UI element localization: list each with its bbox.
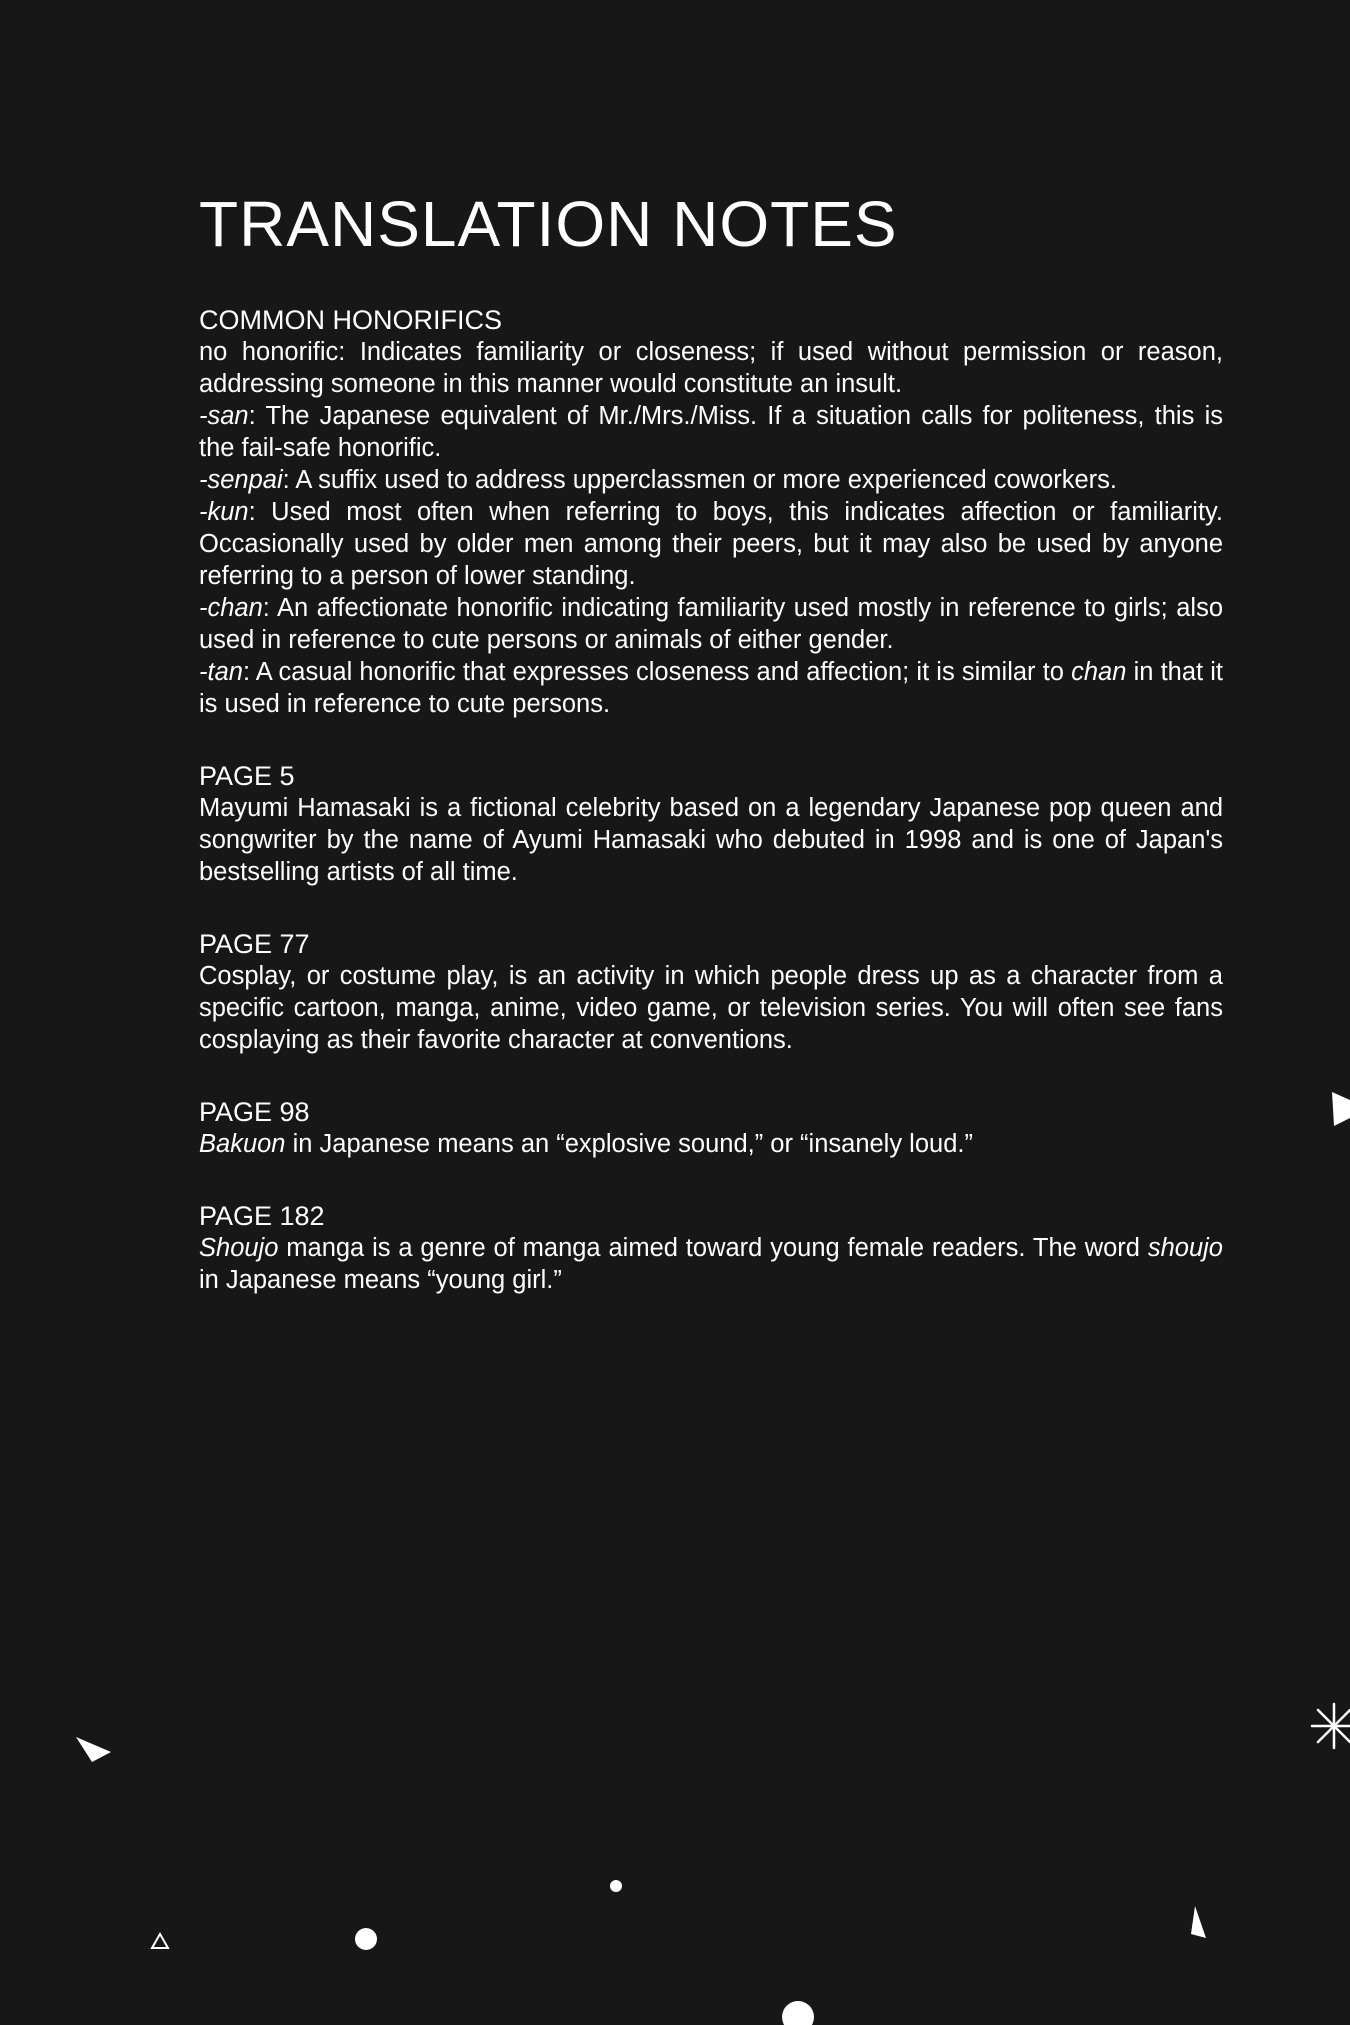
honorific-term: -senpai bbox=[199, 466, 283, 494]
honorific-term: -kun bbox=[199, 498, 249, 526]
honorific-entry-tan bbox=[199, 656, 1223, 720]
note-body: in Japanese means an “explosive sound,” or “insanely loud.” bbox=[285, 1130, 973, 1158]
note-text bbox=[199, 1232, 1223, 1296]
note-text bbox=[199, 1128, 1223, 1160]
triangle-shape bbox=[1191, 1906, 1206, 1938]
note-term: Bakuon bbox=[199, 1130, 286, 1158]
honorifics-section bbox=[199, 304, 1223, 720]
note-page-5 bbox=[199, 760, 1223, 888]
honorific-text: : A suffix used to address upperclassmen or more experienced coworkers. bbox=[282, 466, 1118, 494]
triangle-shape bbox=[1332, 1092, 1350, 1126]
honorific-text: : The Japanese equivalent of Mr./Mrs./Miss. If a situation calls for politeness, this is the fail-safe honorific. bbox=[199, 402, 1223, 462]
circle-dot bbox=[610, 1880, 622, 1892]
honorific-entry-kun bbox=[199, 496, 1223, 592]
honorific-text: : An affectionate honorific indicating familiarity used mostly in reference to girls; also used in reference to cute persons or animals of either gender. bbox=[199, 594, 1223, 654]
honorific-text: no honorific: Indicates familiarity or closeness; if used without permission or reason, addressing someone in this manner would constitute an insult. bbox=[199, 338, 1223, 398]
honorific-term: -chan bbox=[199, 594, 263, 622]
note-term-inline: shoujo bbox=[1147, 1234, 1223, 1262]
note-term: Shoujo bbox=[199, 1234, 279, 1262]
honorific-text-tail: in that it is used in reference to cute persons. bbox=[199, 658, 1224, 718]
outline-triangle bbox=[152, 1934, 168, 1948]
note-heading: PAGE 98 bbox=[199, 1097, 310, 1127]
honorific-text: : Used most often when referring to boys, this indicates affection or familiarity. Occasionally used by older men among their peers, but it may also be used by anyone referring to a person of lower standing. bbox=[199, 498, 1223, 590]
note-body-tail: in Japanese means “young girl.” bbox=[199, 1266, 562, 1294]
honorific-entry-san bbox=[199, 400, 1223, 464]
note-heading: PAGE 182 bbox=[199, 1201, 325, 1231]
note-page-98 bbox=[199, 1096, 1223, 1160]
note-text: Mayumi Hamasaki is a fictional celebrity based on a legendary Japanese pop queen and songwriter by the name of Ayumi Hamasaki who debuted in 1998 and is one of Japan's bestselling artists of all time. bbox=[199, 794, 1223, 886]
honorific-entry-chan bbox=[199, 592, 1223, 656]
honorific-entry-none bbox=[199, 336, 1223, 400]
note-body: manga is a genre of manga aimed toward young female readers. The word bbox=[278, 1234, 1148, 1262]
honorific-term-inline: chan bbox=[1071, 658, 1127, 686]
honorific-text: : A casual honorific that expresses closeness and affection; it is similar to bbox=[242, 658, 1072, 686]
honorific-term: -san bbox=[199, 402, 249, 430]
asterisk-star bbox=[1312, 1704, 1350, 1748]
note-heading: PAGE 5 bbox=[199, 761, 295, 791]
note-heading: PAGE 77 bbox=[199, 929, 310, 959]
honorifics-heading: COMMON HONORIFICS bbox=[199, 305, 502, 335]
note-page-182 bbox=[199, 1200, 1223, 1296]
triangle-shape bbox=[76, 1737, 111, 1762]
page-title: TRANSLATION NOTES bbox=[199, 188, 898, 260]
circle-dot bbox=[782, 2001, 814, 2025]
circle-dot bbox=[355, 1928, 377, 1950]
honorific-term: -tan bbox=[199, 658, 243, 686]
notes-content bbox=[199, 188, 1223, 1336]
honorific-entry-senpai bbox=[199, 464, 1223, 496]
note-page-77 bbox=[199, 928, 1223, 1056]
note-text: Cosplay, or costume play, is an activity in which people dress up as a character from a specific cartoon, manga, anime, video game, or television series. You will often see fans cosplaying as their favorite character at conventions. bbox=[199, 962, 1223, 1054]
